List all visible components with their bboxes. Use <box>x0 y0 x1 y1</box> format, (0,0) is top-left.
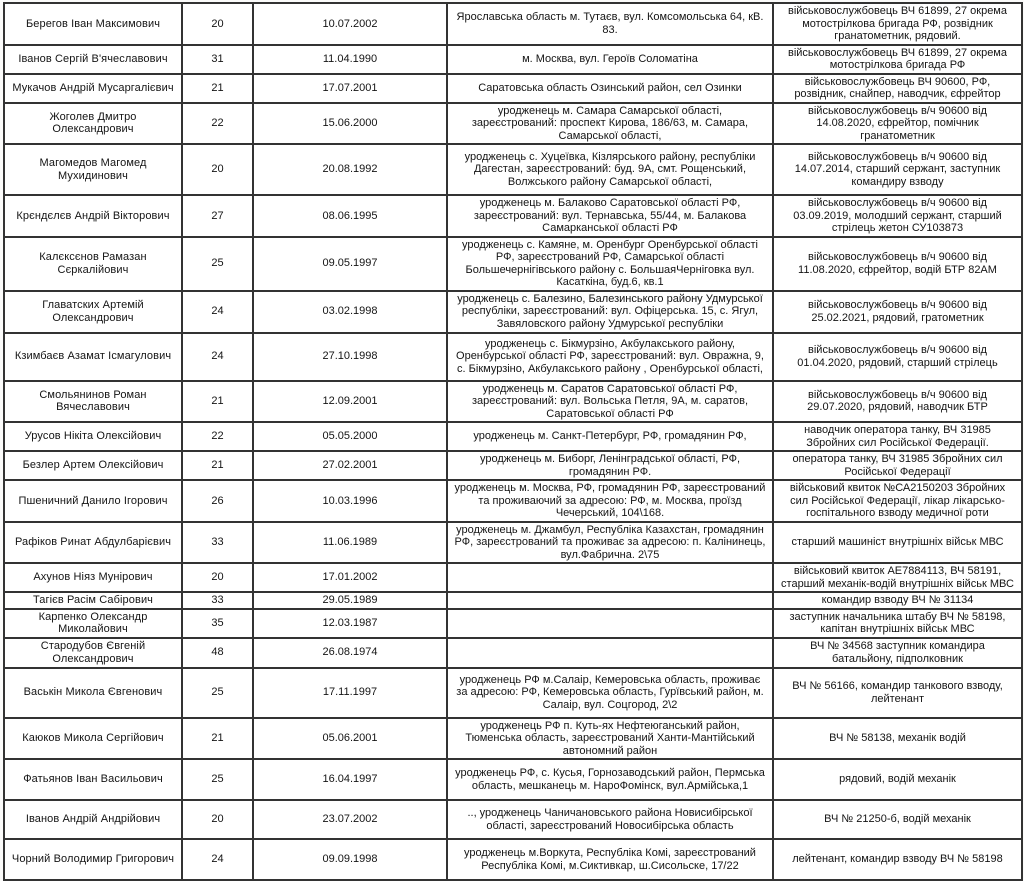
table-row <box>4 592 1022 609</box>
cell-address <box>447 563 773 592</box>
cell-date-of-birth: 20.08.1992 <box>253 144 447 195</box>
cell-full-name: Крєндєлєв Андрій Вікторович <box>4 195 182 237</box>
cell-full-name: Урусов Нікіта Олексійович <box>4 422 182 451</box>
table-row <box>4 480 1022 522</box>
cell-age: 33 <box>182 592 253 609</box>
cell-full-name: Стародубов Євгеній Олександрович <box>4 638 182 668</box>
cell-date-of-birth: 17.11.1997 <box>253 668 447 718</box>
cell-age: 27 <box>182 195 253 237</box>
cell-full-name: Кзимбаєв Азамат Ісмагулович <box>4 333 182 381</box>
cell-full-name: Мукачов Андрій Мусаргалієвич <box>4 74 182 103</box>
scanned-document-page <box>0 2 1024 872</box>
cell-service-info: військовослужбовець в/ч 90600 від 14.07.2014, старший сержант, заступник командиру взводу <box>773 144 1022 195</box>
cell-service-info: військовослужбовець в/ч 90600 від 01.04.2020, рядовий, старший стрілець <box>773 333 1022 381</box>
cell-age: 25 <box>182 668 253 718</box>
cell-address: Ярославська область м. Тутаєв, вул. Комсомольська 64, кВ. 83. <box>447 3 773 45</box>
cell-service-info: військовослужбовець в/ч 90600 від 11.08.2020, єфрейтор, водій БТР 82АМ <box>773 237 1022 291</box>
cell-service-info: військовослужбовець в/ч 90600 від 25.02.2021, рядовий, гратометник <box>773 291 1022 333</box>
table-row <box>4 195 1022 237</box>
cell-address: уродженець м. Джамбул, Республіка Казахстан, громадянин РФ, зареєстрований та проживає за адресою: п. Калінинець, вул.Фабрична. 2\75 <box>447 522 773 564</box>
table-row <box>4 333 1022 381</box>
table-row <box>4 563 1022 592</box>
cell-date-of-birth: 17.01.2002 <box>253 563 447 592</box>
cell-age: 20 <box>182 144 253 195</box>
cell-service-info: ВЧ № 58138, механік водій <box>773 718 1022 760</box>
cell-date-of-birth: 09.09.1998 <box>253 839 447 880</box>
cell-service-info: заступник начальника штабу ВЧ № 58198, капітан внутрішніх військ МВС <box>773 609 1022 638</box>
cell-age: 20 <box>182 3 253 45</box>
table-row <box>4 74 1022 103</box>
cell-age: 20 <box>182 800 253 839</box>
cell-service-info: лейтенант, командир взводу ВЧ № 58198 <box>773 839 1022 880</box>
cell-service-info: наводчик оператора танку, ВЧ 31985 Збройних сил Російської Федерації. <box>773 422 1022 451</box>
cell-service-info: ВЧ № 56166, командир танкового взводу, лейтенант <box>773 668 1022 718</box>
cell-age: 24 <box>182 291 253 333</box>
cell-age: 20 <box>182 563 253 592</box>
cell-date-of-birth: 10.07.2002 <box>253 3 447 45</box>
cell-address: уродженець с. Хуцеївка, Кізлярського району, республіки Дагестан, зареєстрований: буд. 9А, смт. Рощенський, Волжського району Самарської області, <box>447 144 773 195</box>
cell-date-of-birth: 11.04.1990 <box>253 45 447 74</box>
cell-full-name: Калєксєнов Рамазан Сєркалійович <box>4 237 182 291</box>
cell-age: 35 <box>182 609 253 638</box>
cell-full-name: Ахунов Ніяз Мунірович <box>4 563 182 592</box>
cell-service-info: військовослужбовець в/ч 90600 від 29.07.2020, рядовий, наводчик БТР <box>773 381 1022 423</box>
cell-service-info: військовослужбовець в/ч 90600 від 14.08.2020, єфрейтор, помічник гранатометник <box>773 103 1022 145</box>
cell-age: 31 <box>182 45 253 74</box>
cell-full-name: Смольянинов Роман Вячеславович <box>4 381 182 423</box>
table-row <box>4 839 1022 880</box>
table-row <box>4 638 1022 668</box>
cell-address: уродженець м. Саратов Саратовської області РФ, зареєстрований: вул. Вольська Петля, 9А, м. саратов, Саратовської області РФ <box>447 381 773 423</box>
table-row <box>4 451 1022 480</box>
cell-service-info: ВЧ № 21250-б, водій механік <box>773 800 1022 839</box>
cell-date-of-birth: 10.03.1996 <box>253 480 447 522</box>
cell-date-of-birth: 05.06.2001 <box>253 718 447 760</box>
cell-address <box>447 638 773 668</box>
cell-service-info: рядовий, водій механік <box>773 759 1022 800</box>
table-row <box>4 668 1022 718</box>
cell-full-name: Рафіков Ринат Абдулбарієвич <box>4 522 182 564</box>
cell-date-of-birth: 08.06.1995 <box>253 195 447 237</box>
table-row <box>4 381 1022 423</box>
cell-date-of-birth: 15.06.2000 <box>253 103 447 145</box>
cell-address: уродженець м. Балаково Саратовської області РФ, зареєстрований: вул. Тернавська, 55/44, м. Балакова Самарканської області РФ <box>447 195 773 237</box>
cell-full-name: Васькін Микола Євгенович <box>4 668 182 718</box>
cell-age: 24 <box>182 839 253 880</box>
table-row <box>4 45 1022 74</box>
table-row <box>4 237 1022 291</box>
cell-date-of-birth: 12.09.2001 <box>253 381 447 423</box>
cell-service-info: командир взводу ВЧ № 31134 <box>773 592 1022 609</box>
cell-date-of-birth: 09.05.1997 <box>253 237 447 291</box>
cell-address <box>447 592 773 609</box>
cell-service-info: старший машиніст внутрішніх військ МВС <box>773 522 1022 564</box>
table-row <box>4 144 1022 195</box>
cell-full-name: Карпенко Олександр Миколайович <box>4 609 182 638</box>
cell-address: уродженець РФ п. Куть-ях Нефтеюганський район, Тюменська область, зареєстрований Ханти-Мантійський автономний район <box>447 718 773 760</box>
cell-age: 25 <box>182 237 253 291</box>
cell-age: 22 <box>182 103 253 145</box>
table-row <box>4 800 1022 839</box>
cell-address: уродженець м.Воркута, Республіка Комі, зареєстрований Республіка Комі, м.Сиктивкар, ш.Сисольске, 17/22 <box>447 839 773 880</box>
cell-age: 33 <box>182 522 253 564</box>
cell-service-info: військовослужбовець ВЧ 61899, 27 окрема мотострілкова бригада РФ, розвідник гранатометник, рядовий. <box>773 3 1022 45</box>
cell-full-name: Іванов Андрій Андрійович <box>4 800 182 839</box>
cell-address: м. Москва, вул. Героїв Соломатіна <box>447 45 773 74</box>
cell-date-of-birth: 29.05.1989 <box>253 592 447 609</box>
cell-full-name: Каюков Микола Сергійович <box>4 718 182 760</box>
cell-date-of-birth: 23.07.2002 <box>253 800 447 839</box>
table-row <box>4 103 1022 145</box>
table-row <box>4 3 1022 45</box>
cell-full-name: Іванов Сергій В'ячеславович <box>4 45 182 74</box>
cell-age: 22 <box>182 422 253 451</box>
cell-date-of-birth: 17.07.2001 <box>253 74 447 103</box>
cell-date-of-birth: 16.04.1997 <box>253 759 447 800</box>
cell-date-of-birth: 26.08.1974 <box>253 638 447 668</box>
table-row <box>4 422 1022 451</box>
cell-age: 21 <box>182 74 253 103</box>
cell-age: 24 <box>182 333 253 381</box>
cell-date-of-birth: 27.10.1998 <box>253 333 447 381</box>
cell-age: 25 <box>182 759 253 800</box>
cell-date-of-birth: 27.02.2001 <box>253 451 447 480</box>
cell-date-of-birth: 11.06.1989 <box>253 522 447 564</box>
cell-full-name: Тагієв Расім Сабірович <box>4 592 182 609</box>
cell-address: Саратовська область Озинський район, сел Озинки <box>447 74 773 103</box>
cell-address: уродженець м. Самара Самарської області, зареєстрований: проспект Кирова, 186/63, м. Самара, Самарської області, <box>447 103 773 145</box>
table-body <box>4 3 1022 880</box>
cell-service-info: оператора танку, ВЧ 31985 Збройних сил Російської Федерації <box>773 451 1022 480</box>
cell-full-name: Фатьянов Іван Васильович <box>4 759 182 800</box>
cell-service-info: військовий квиток АЕ7884113, ВЧ 58191, старший механік-водій внутрішніх військ МВС <box>773 563 1022 592</box>
cell-full-name: Магомедов Магомед Мухидинович <box>4 144 182 195</box>
cell-age: 21 <box>182 381 253 423</box>
cell-age: 48 <box>182 638 253 668</box>
table-row <box>4 522 1022 564</box>
cell-service-info: військовослужбовець ВЧ 90600, РФ, розвідник, снайпер, наводчик, єфрейтор <box>773 74 1022 103</box>
cell-age: 21 <box>182 718 253 760</box>
cell-full-name: Берегов Іван Максимович <box>4 3 182 45</box>
cell-date-of-birth: 05.05.2000 <box>253 422 447 451</box>
cell-address: уродженець м. Москва, РФ, громадянин РФ, зареєстрований та проживаючий за адресою: РФ, м. Москва, проїзд Чечерський, 104\168. <box>447 480 773 522</box>
cell-service-info: ВЧ № 34568 заступник командира батальйону, підполковник <box>773 638 1022 668</box>
personnel-table <box>3 2 1023 881</box>
cell-address: уродженець м. Санкт-Петербург, РФ, громадянин РФ, <box>447 422 773 451</box>
cell-address: уродженець РФ, с. Кусья, Горнозаводський район, Пермська область, мешканець м. НароФомінск, вул.Армійська,1 <box>447 759 773 800</box>
cell-address <box>447 609 773 638</box>
cell-date-of-birth: 03.02.1998 <box>253 291 447 333</box>
cell-full-name: Главатских Артемій Олександрович <box>4 291 182 333</box>
cell-age: 21 <box>182 451 253 480</box>
cell-full-name: Пшеничний Данило Ігорович <box>4 480 182 522</box>
cell-address: .., уродженець Чаничановського района Новисибірської області, зареєстрований Новосибірська область <box>447 800 773 839</box>
cell-address: уродженець с. Бікмурзіно, Акбулакського району, Оренбурської області РФ, зареєстрований: вул. Овражна, 9, с. Бікмурзіно, Акбулакського району , Оренбурської області, <box>447 333 773 381</box>
cell-service-info: військовослужбовець ВЧ 61899, 27 окрема мотострілкова бригада РФ <box>773 45 1022 74</box>
cell-date-of-birth: 12.03.1987 <box>253 609 447 638</box>
cell-full-name: Жоголев Дмитро Олександрович <box>4 103 182 145</box>
table-row <box>4 609 1022 638</box>
cell-address: уродженець с. Балезино, Балезинського району Удмурської республіки, зареєстрований: вул. Офіцерська. 15, с. Ягул, Завяловского району Удмурської республіки <box>447 291 773 333</box>
cell-service-info: військовий квиток №СА2150203 Збройних сил Російської Федерації, лікар лікарсько-госпітального взводу медичної роти <box>773 480 1022 522</box>
cell-address: уродженець с. Камяне, м. Оренбург Оренбурської області РФ, зареєстрований РФ, Самарської області Большечернігівського району с. БольшаяЧерніговка вул. Касаткіна, буд.6, кв.1 <box>447 237 773 291</box>
table-row <box>4 718 1022 760</box>
table-row <box>4 291 1022 333</box>
cell-service-info: військовослужбовець в/ч 90600 від 03.09.2019, молодший сержант, старший стрілець жетон СУ103873 <box>773 195 1022 237</box>
cell-full-name: Безлер Артем Олексійович <box>4 451 182 480</box>
cell-age: 26 <box>182 480 253 522</box>
cell-full-name: Чорний Володимир Григорович <box>4 839 182 880</box>
cell-address: уродженець РФ м.Салаір, Кемеровська область, проживає за адресою: РФ, Кемеровська область, Гурївський район, м. Салаір, вул. Соцгород, 2\2 <box>447 668 773 718</box>
cell-address: уродженець м. Биборг, Ленінградської області, РФ, громадянин РФ. <box>447 451 773 480</box>
table-row <box>4 759 1022 800</box>
